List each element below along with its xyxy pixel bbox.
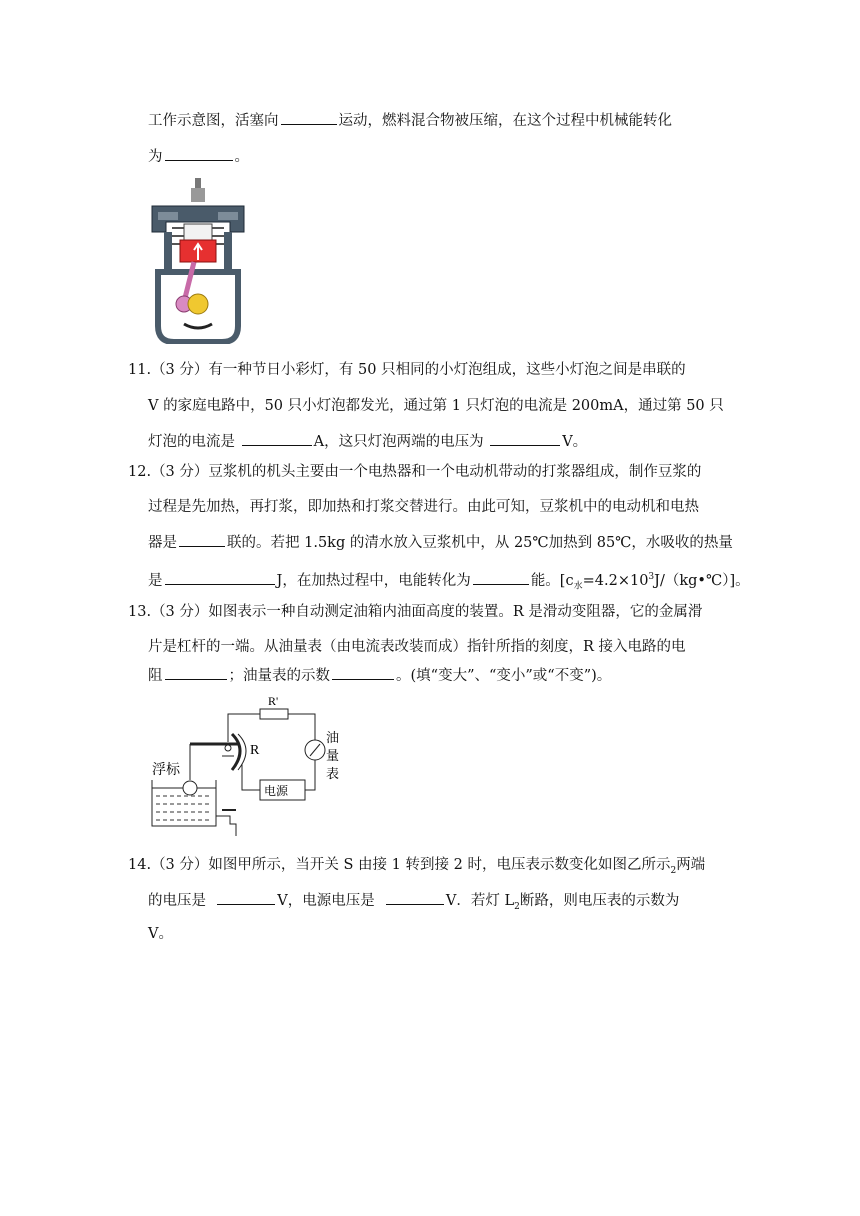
spark-plug-icon — [195, 178, 201, 188]
q14-text: 断路，则电压表的示数为 — [519, 893, 680, 909]
r-label: R — [250, 743, 260, 758]
question-score: （3 分） — [151, 362, 209, 378]
superscript-exponent: 3 — [648, 572, 655, 582]
question-number: 11. — [128, 362, 152, 378]
q12-text: 过程是先加热，再打浆，即加热和打浆交替进行。由此可知，豆浆机中的电动机和电热 — [148, 499, 699, 515]
q13-blank-gauge[interactable] — [332, 665, 394, 680]
intake-port — [158, 212, 178, 220]
gauge-label-char: 表 — [326, 767, 340, 782]
wire — [288, 714, 315, 740]
engine-compression-figure — [150, 176, 246, 344]
q13-line-2 — [148, 637, 686, 657]
wire — [305, 760, 315, 790]
q11-text: A，这只灯泡两端的电压为 — [313, 434, 484, 450]
q11-line-2 — [148, 396, 724, 416]
q12-blank-energy[interactable] — [473, 570, 529, 585]
q11-line-1 — [128, 360, 686, 380]
subscript: 2 — [514, 901, 520, 912]
q10-text: 工作示意图，活塞向 — [148, 113, 279, 129]
q13-text: ；油量表的示数 — [228, 668, 330, 684]
q11-blank-voltage[interactable] — [490, 431, 560, 446]
q11-text: V 的家庭电路中，50 只小灯泡都发光，通过第 1 只灯泡的电流是 200mA，通过第 50 只 — [148, 398, 724, 414]
q10-text: 。 — [234, 149, 249, 165]
q12-line-1 — [128, 462, 701, 482]
question-score: （3 分） — [151, 857, 209, 873]
q13-text: 阻 — [148, 668, 163, 684]
q14-text: 如图甲所示，当开关 S 由接 1 转到接 2 时，电压表示数变化如图乙所示 — [208, 857, 671, 873]
q14-text: V．若灯 L — [445, 893, 515, 909]
q13-text: 如图表示一种自动测定油箱内油面高度的装置。R 是滑动变阻器，它的金属滑 — [208, 604, 703, 620]
q14-line-3 — [148, 924, 173, 944]
q12-line-2 — [148, 497, 699, 517]
q12-text: 是 — [148, 572, 163, 589]
question-number: 13. — [128, 604, 152, 620]
pivot-icon — [225, 745, 231, 751]
q10-blank-2[interactable] — [165, 146, 233, 161]
question-number: 14. — [128, 857, 152, 873]
gauge-label-char: 量 — [326, 749, 340, 764]
r-prime-label: R' — [268, 694, 279, 708]
q12-text: =4.2×10 — [582, 572, 649, 589]
combustion-chamber — [184, 224, 212, 240]
question-number: 12. — [128, 464, 152, 480]
q12-blank-heat[interactable] — [165, 570, 275, 585]
q13-line-1 — [128, 602, 702, 622]
q13-blank-resistance[interactable] — [165, 665, 227, 680]
variable-resistor — [232, 734, 240, 770]
q14-line-2 — [148, 890, 679, 917]
q10-line-2 — [148, 146, 249, 167]
wire — [242, 764, 260, 790]
q14-text: 两端 — [676, 857, 706, 873]
q12-line-3 — [148, 532, 733, 553]
q14-text: 的电压是 — [148, 893, 206, 909]
gauge-label-char: 油 — [326, 731, 340, 746]
q12-blank-connection[interactable] — [179, 532, 225, 547]
q12-text: J，在加热过程中，电能转化为 — [276, 572, 471, 589]
q11-text: 灯泡的电流是 — [148, 434, 235, 450]
cylinder-wall-right — [224, 232, 232, 272]
q11-line-3 — [148, 431, 587, 452]
q12-text: 器是 — [148, 535, 177, 551]
q12-text: 豆浆机的机头主要由一个电热器和一个电动机带动的打浆器组成，制作豆浆的 — [208, 464, 702, 480]
wire — [228, 714, 260, 742]
q14-text: V。 — [148, 926, 173, 942]
q12-text: 联的。若把 1.5kg 的清水放入豆浆机中，从 25℃加热到 85℃，水吸收的热量 — [227, 535, 733, 551]
q11-text: 有一种节日小彩灯，有 50 只相同的小灯泡组成，这些小灯泡之间是串联的 — [208, 362, 686, 378]
q11-text: V。 — [562, 434, 588, 450]
fixed-resistor — [260, 709, 288, 719]
power-label: 电源 — [264, 784, 289, 798]
crankshaft-icon — [188, 294, 208, 314]
subscript-water: 水 — [573, 581, 583, 592]
q10-blank-1[interactable] — [281, 110, 337, 125]
oil-level-lines — [156, 796, 210, 820]
q13-line-3 — [148, 665, 611, 686]
cylinder-wall-left — [164, 232, 172, 272]
q14-blank-source-voltage[interactable] — [386, 890, 444, 905]
q13-text: 。(填“变大”、“变小”或“不变”)。 — [396, 668, 612, 684]
q12-line-4 — [148, 567, 750, 597]
spark-plug-body — [191, 188, 205, 202]
q12-text: 能。[c — [530, 572, 574, 589]
oil-gauge-circuit-figure — [150, 692, 350, 840]
q11-blank-current[interactable] — [242, 431, 312, 446]
exhaust-port — [218, 212, 238, 220]
float-icon — [183, 781, 197, 795]
q10-text: 为 — [148, 149, 163, 165]
q14-text: V，电源电压是 — [277, 893, 375, 909]
q14-line-1 — [128, 855, 705, 881]
float-label: 浮标 — [152, 762, 180, 778]
question-score: （3 分） — [151, 604, 209, 620]
q10-text: 运动，燃料混合物被压缩，在这个过程中机械能转化 — [338, 113, 672, 129]
tap-icon — [216, 816, 236, 836]
q10-line-1 — [148, 110, 672, 131]
question-score: （3 分） — [151, 464, 209, 480]
q13-text: 片是杠杆的一端。从油量表（由电流表改装而成）指针所指的刻度，R 接入电路的电 — [148, 639, 686, 655]
q14-blank-l2-voltage[interactable] — [217, 890, 275, 905]
subscript: 2 — [670, 865, 677, 876]
q12-text: J/（kg•℃）]。 — [654, 572, 750, 589]
